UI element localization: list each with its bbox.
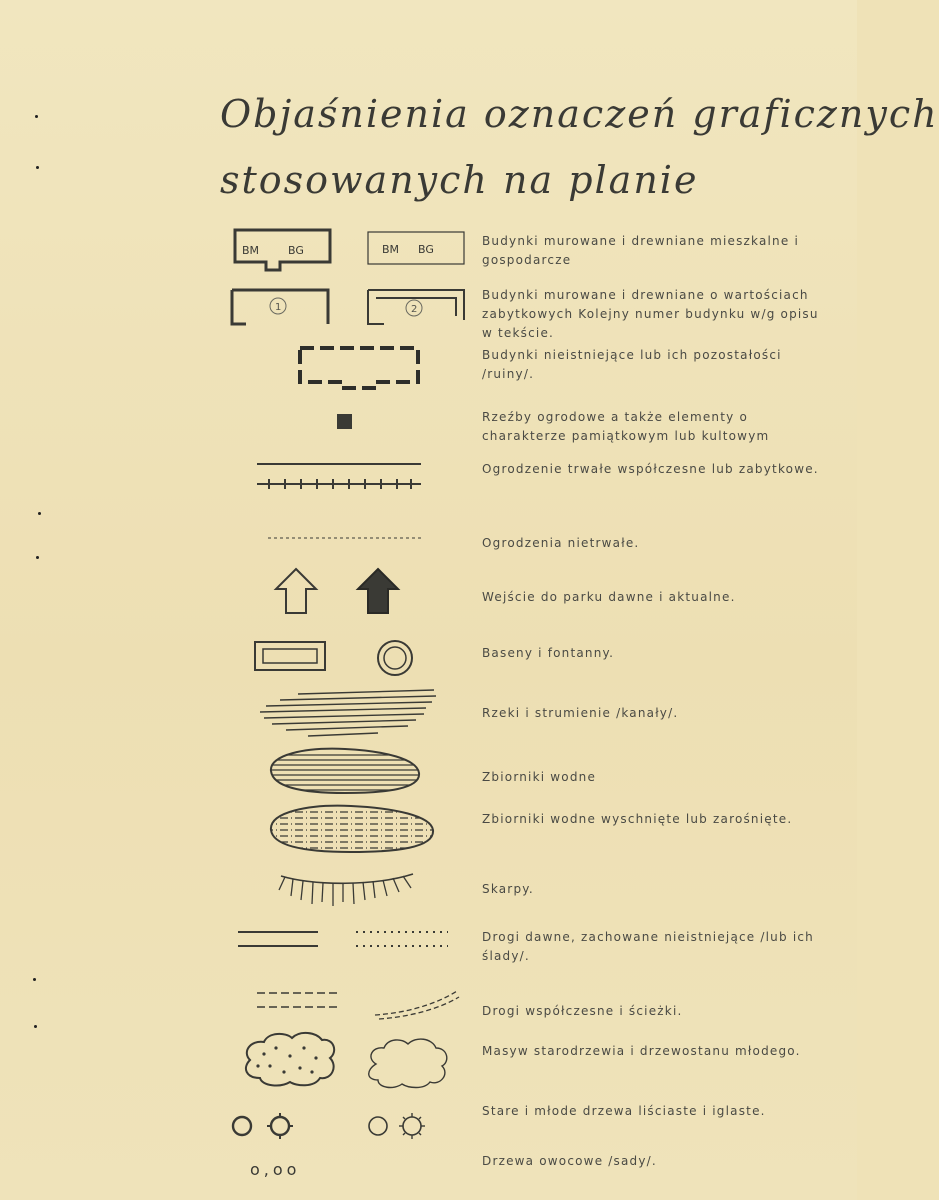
old-roads-symbols (236, 926, 451, 952)
tree-icons (228, 1108, 433, 1144)
legend-desc-ponds-dry: Zbiorniki wodne wyschnięte lub zarośnięte. (482, 812, 793, 826)
historic-building-symbols (228, 284, 468, 332)
pool-fountain-icons (253, 638, 418, 678)
tree-mass-icons (240, 1030, 455, 1090)
legend-desc-tree-masses: Masyw starodrzewia i drzewostanu młodego. (482, 1044, 801, 1058)
legend-desc-fruit-trees: Drzewa owocowe /sady/. (482, 1154, 657, 1168)
margin-speck (33, 978, 36, 981)
historic-building-number-1: 1 (275, 302, 282, 313)
historic-building-number-2: 2 (411, 304, 418, 315)
margin-speck (36, 556, 39, 559)
fruit-tree-symbol: o,oo (250, 1160, 301, 1179)
margin-speck (38, 512, 41, 515)
margin-speck (34, 1025, 37, 1028)
dry-pond-symbol (265, 800, 440, 858)
fence-permanent-symbols (255, 456, 425, 492)
fence-temporary-symbol (266, 532, 426, 544)
margin-speck (36, 166, 39, 169)
legend-desc-fences-temporary: Ogrodzenia nietrwałe. (482, 536, 640, 550)
escarpment-symbol (275, 868, 420, 912)
legend-desc-trees: Stare i młode drzewa liściaste i iglaste. (482, 1104, 766, 1118)
entrance-arrow-icons (272, 565, 402, 617)
building-label-bm: BM (242, 244, 260, 257)
building-label-bg-2: BG (418, 243, 434, 256)
legend-desc-ponds: Zbiorniki wodne (482, 770, 597, 784)
legend-desc-escarpments: Skarpy. (482, 882, 534, 896)
ruins-symbol (296, 342, 426, 394)
legend-desc-sculptures: Rzeźby ogrodowe a także elementy o charakterze pamiątkowym lub kultowym (482, 410, 770, 443)
river-hatching-symbol (258, 688, 440, 740)
legend-desc-fences-permanent: Ogrodzenie trwałe współczesne lub zabytkowe. (482, 462, 819, 476)
building-symbols (230, 226, 470, 274)
legend-title-line1: Objaśnienia oznaczeń graficznych (220, 92, 939, 136)
legend-desc-roads-old: Drogi dawne, zachowane nieistniejące /lub ich ślady/. (482, 930, 814, 963)
legend-desc-rivers: Rzeki i strumienie /kanały/. (482, 706, 679, 720)
legend-desc-pools: Baseny i fontanny. (482, 646, 615, 660)
building-label-bg: BG (288, 244, 304, 257)
legend-desc-ruins: Budynki nieistniejące lub ich pozostałości /ruiny/. (482, 348, 782, 381)
margin-speck (35, 115, 38, 118)
building-label-bm-2: BM (382, 243, 400, 256)
legend-desc-historic-buildings: Budynki murowane i drewniane o wartościach zabytkowych Kolejny numer budynku w/g opisu w tekście. (482, 288, 819, 340)
legend-desc-buildings: Budynki murowane i drewniane mieszkalne i gospodarcze (482, 234, 799, 267)
legend-desc-roads-new: Drogi współczesne i ścieżki. (482, 1004, 683, 1018)
sculpture-square-icon (337, 414, 352, 429)
new-roads-symbols (255, 985, 465, 1021)
legend-desc-entrance: Wejście do parku dawne i aktualne. (482, 590, 736, 604)
pond-symbol (265, 745, 425, 797)
legend-title-line2: stosowanych na planie (220, 158, 699, 202)
